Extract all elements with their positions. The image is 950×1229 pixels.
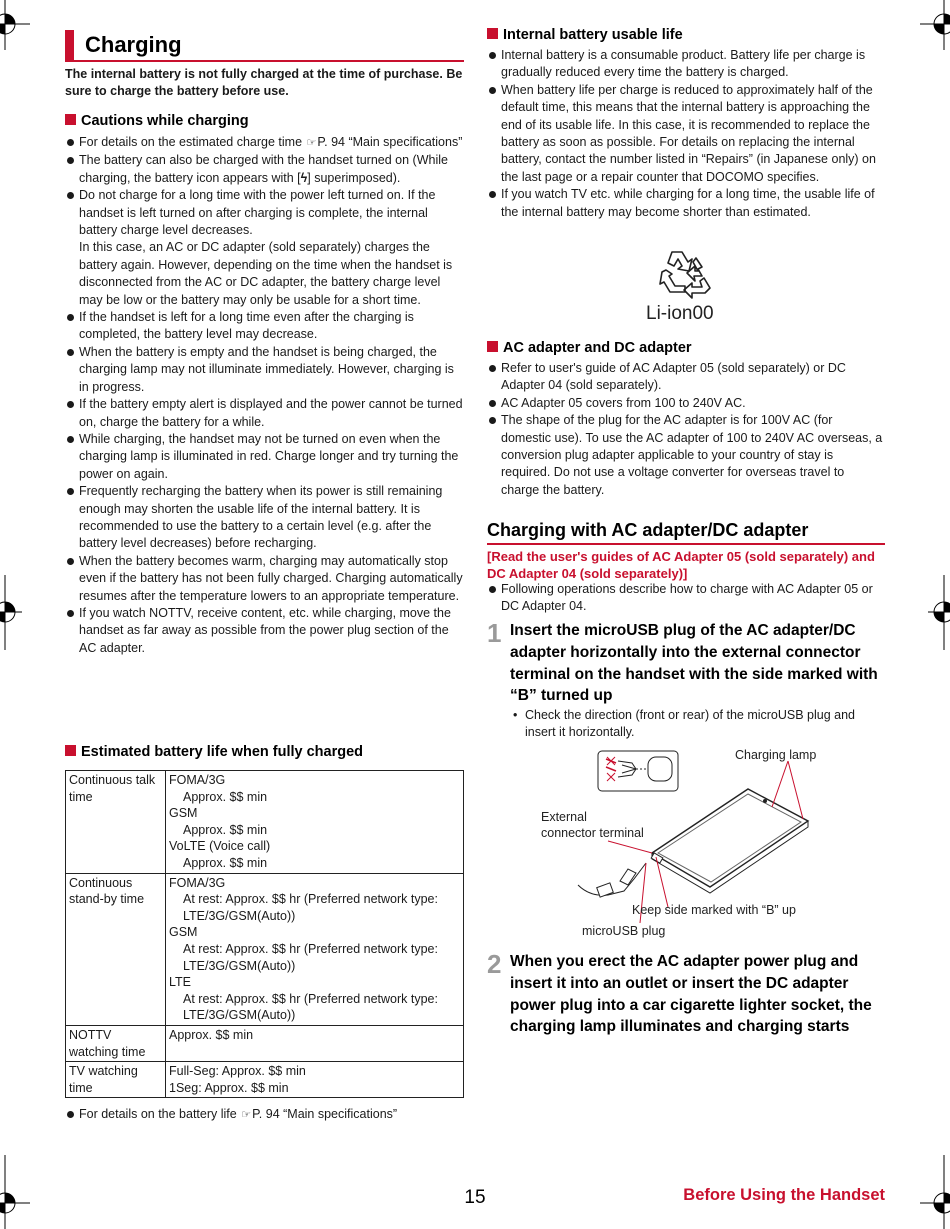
table-value-line: Approx. $$ min <box>183 789 268 804</box>
figure-label-charging-lamp: Charging lamp <box>735 748 817 762</box>
list-item: Internal battery is a consumable product. Battery life per charge is gradually reduced every time the battery is charged. <box>487 47 885 82</box>
step-1 <box>487 620 887 710</box>
table-row <box>66 771 464 874</box>
list-item: Following operations describe how to charge with AC Adapter 05 or DC Adapter 04. <box>487 581 885 616</box>
square-bullet-icon <box>65 114 76 125</box>
figure-label-keep-side: Keep side marked with “B” up <box>632 903 796 917</box>
list-item: The shape of the plug for the AC adapter is for 100V AC (for domestic use). To use the AC adapter of 100 to 240V AC overseas, a conversion plug adapter applicable to your country of stay is required. Do not use a voltage converter for overseas travel to charge the battery. <box>487 412 885 499</box>
list-item: While charging, the handset may not be turned on even when the charging lamp is illuminated in red. Charge longer and try turning the power on again. <box>65 431 463 483</box>
table-value-line: FOMA/3G <box>169 875 226 890</box>
charging-ac-heading: Charging with AC adapter/DC adapter <box>487 519 885 545</box>
list-item: For details on the estimated charge time ☞P. 94 “Main specifications” <box>65 134 463 152</box>
reference-icon: ☞ <box>241 1109 252 1121</box>
battery-life-table <box>65 770 464 1098</box>
step-text: Insert the microUSB plug of the AC adapter/DC adapter horizontally into the external connector terminal on the handset with the side marked with “B” turned up <box>510 622 878 705</box>
list-item: When the battery becomes warm, charging may automatically stop even if the battery has not been fully charged. Charging automatically resumes after the temperature lowers to an appropriate temperature. <box>65 553 463 605</box>
reference-icon: ☞ <box>306 137 317 149</box>
list-item: Do not charge for a long time with the power left turned on. If the handset is left turned on after charging is complete, the internal battery charge level decreases. In this case, an AC or DC adapter (sold separately) charges the battery again. However, depending on the time when the handset is disconnected from the AC or DC adapter, the battery charge level may be low or the battery may only be usable for a short time. <box>65 187 463 309</box>
list-item: If the battery empty alert is displayed and the power cannot be turned on, charge the battery for a while. <box>65 396 463 431</box>
list-item: If you watch NOTTV, receive content, etc. while charging, move the handset as far away as possible from the power plug section of the AC adapter. <box>65 605 463 657</box>
table-key-cell: TV watching time <box>66 1062 166 1098</box>
table-key-cell: Continuous stand-by time <box>66 873 166 1025</box>
table-key-cell: Continuous talk time <box>66 771 166 874</box>
table-value-line: LTE <box>169 975 191 990</box>
figure-label-connector-terminal: connector terminal <box>541 826 644 840</box>
square-bullet-icon <box>65 745 76 756</box>
table-value-line: At rest: Approx. $$ hr (Preferred network type: LTE/3G/GSM(Auto)) <box>183 991 438 1023</box>
square-bullet-icon <box>487 341 498 352</box>
title-accent-bar <box>65 30 74 60</box>
table-value-line: Approx. $$ min <box>183 822 268 837</box>
recycle-icon <box>652 246 720 302</box>
table-row <box>66 873 464 1025</box>
table-key-cell: NOTTV watching time <box>66 1025 166 1061</box>
table-value-cell <box>166 771 464 874</box>
reference-link[interactable]: P. 94 “Main specifications” <box>317 135 463 149</box>
list-item: If the handset is left for a long time even after the charging is completed, the battery level may decrease. <box>65 309 463 344</box>
page-title-text: Charging <box>85 32 182 57</box>
battery-life-heading: Estimated battery life when fully charged <box>65 742 363 762</box>
list-item: If you watch TV etc. while charging for a long time, the usable life of the internal battery may become shorter than estimated. <box>487 186 885 221</box>
table-value-line: Approx. $$ min <box>183 855 268 870</box>
intro-text: The internal battery is not fully charged at the time of purchase. Be sure to charge the battery before use. <box>65 67 463 99</box>
read-guides-note: [Read the user's guides of AC Adapter 05 (sold separately) and DC Adapter 04 (sold separately)] <box>487 549 875 581</box>
page-title <box>65 28 464 62</box>
table-value-line: Full-Seg: Approx. $$ min <box>169 1064 306 1079</box>
table-value-cell <box>166 1062 464 1098</box>
table-value-line: GSM <box>169 806 198 821</box>
list-item: Frequently recharging the battery when its power is still remaining enough may shorten the usable life of the internal battery. It is recommended to use the battery to a certain level (e.g. after the battery level decreases) before recharging. <box>65 483 463 553</box>
li-ion-label: Li-ion00 <box>646 303 714 324</box>
step-text: When you erect the AC adapter power plug and insert it into an outlet or insert the DC adapter power plug into a car cigarette lighter socket, the charging lamp illuminates and charging starts <box>510 953 872 1036</box>
list-item: Refer to user's guide of AC Adapter 05 (sold separately) or DC Adapter 04 (sold separately). <box>487 360 885 395</box>
table-value-cell <box>166 873 464 1025</box>
table-row <box>66 1025 464 1061</box>
table-value-line: At rest: Approx. $$ hr (Preferred network type: LTE/3G/GSM(Auto)) <box>183 941 438 973</box>
table-value-line: VoLTE (Voice call) <box>169 839 271 854</box>
cautions-list <box>65 134 463 657</box>
page-number: 15 <box>464 1187 486 1208</box>
cautions-heading: Cautions while charging <box>65 111 249 131</box>
step-number: 1 <box>487 618 502 648</box>
charging-bolt-icon: ϟ <box>300 170 308 185</box>
section-link-before-using[interactable]: Before Using the Handset <box>683 1186 885 1204</box>
list-item: When battery life per charge is reduced to approximately half of the default time, this means that the internal battery is approaching the end of its usable life. In this case, it is recommended to replace the battery as soon as possible. For details on replacing the internal battery, contact the number listed in “Repairs” (in Japanese only) on the last page or a repair counter that DOCOMO specifies. <box>487 82 885 186</box>
usable-life-list <box>487 47 885 221</box>
table-row <box>66 1062 464 1098</box>
figure-label-external: External <box>541 810 587 824</box>
step-number: 2 <box>487 949 502 979</box>
table-value-line: GSM <box>169 925 198 940</box>
list-item: When the battery is empty and the handset is being charged, the charging lamp may not illuminate immediately. However, charging is in progress. <box>65 344 463 396</box>
charging-ac-list <box>487 581 885 616</box>
list-item: The battery can also be charged with the handset turned on (While charging, the battery icon appears with [ϟ] superimposed). <box>65 152 463 187</box>
table-value-cell <box>166 1025 464 1061</box>
square-bullet-icon <box>487 28 498 39</box>
list-item: AC Adapter 05 covers from 100 to 240V AC. <box>487 395 885 412</box>
table-value-line: 1Seg: Approx. $$ min <box>169 1080 289 1095</box>
usable-life-heading: Internal battery usable life <box>487 25 683 45</box>
step-1-note: • Check the direction (front or rear) of the microUSB plug and insert it horizontally. <box>513 708 856 739</box>
adapter-list <box>487 360 885 499</box>
step-2 <box>487 951 887 1061</box>
adapter-heading: AC adapter and DC adapter <box>487 338 692 358</box>
table-value-line: Approx. $$ min <box>169 1027 254 1042</box>
battery-life-note <box>65 1106 463 1124</box>
reference-link[interactable]: P. 94 “Main specifications” <box>252 1107 398 1121</box>
table-value-line: At rest: Approx. $$ hr (Preferred network type: LTE/3G/GSM(Auto)) <box>183 892 438 923</box>
figure-label-microusb: microUSB plug <box>582 924 666 938</box>
table-value-line: FOMA/3G <box>169 773 226 787</box>
list-item: For details on the battery life ☞P. 94 “Main specifications” <box>65 1106 463 1124</box>
